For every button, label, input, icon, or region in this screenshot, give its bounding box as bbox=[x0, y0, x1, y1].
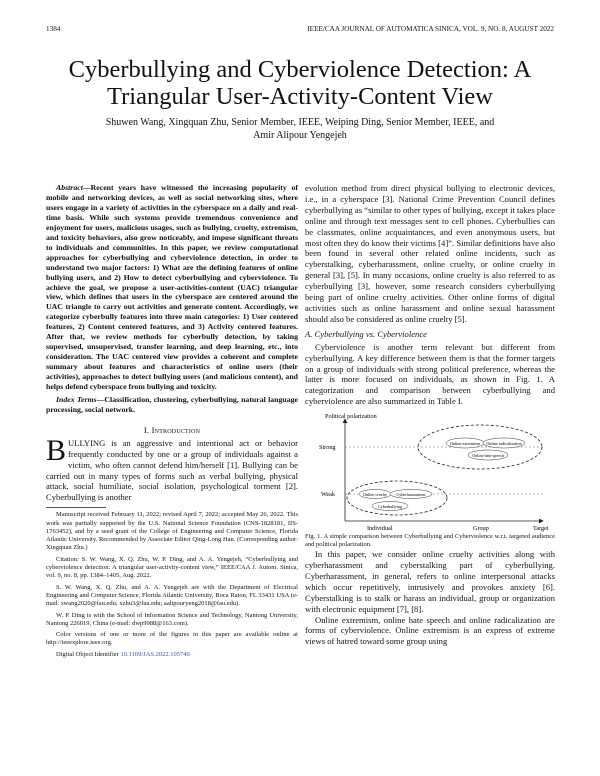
x-axis-label: Target bbox=[533, 525, 549, 533]
doi-link[interactable]: 10.1109/JAS.2022.105740 bbox=[120, 650, 190, 658]
intro-paragraph bbox=[46, 433, 298, 503]
figure-1-diagram bbox=[305, 413, 555, 533]
page-number: 1384 bbox=[46, 25, 61, 33]
footnote-citation: Citation: S. W. Wang, X. Q. Zhu, W. P. Ding, and A. A. Yengejeh, “Cyberbullying and cyberviolence detection: A triangular user-activity-content view,” IEEE/CAA J. Autom. Sinica, vol. 9, no. 8, pp. 1384–1405, Aug. 2022. bbox=[46, 555, 298, 580]
figure-1 bbox=[305, 413, 555, 533]
right-column bbox=[305, 183, 555, 647]
abstract-label: Abstract bbox=[56, 183, 83, 192]
x-tick-individual: Individual bbox=[367, 525, 393, 533]
footnote-color: Color versions of one or more of the figures in this paper are available online at http://ieeexplore.ieee.org. bbox=[46, 631, 298, 647]
left-column bbox=[46, 183, 298, 659]
footnote-affiliation-1: S. W. Wang, X. Q. Zhu, and A. A. Yengejeh are with the Department of Electrical Engineering and Computer Science, Florida Atlantic University, Boca Raton, FL 33431 USA (e-mail: swang2020@fau.edu; xzhu3@fau.edu; aalipouryeng2018@fau.edu). bbox=[46, 583, 298, 608]
journal-name: IEEE/CAA JOURNAL OF AUTOMATICA SINICA, VOL. 9, NO. 8, AUGUST 2022 bbox=[307, 25, 554, 33]
y-tick-strong: Strong bbox=[319, 444, 336, 452]
label-online-extremism: Online extremism bbox=[449, 441, 481, 447]
paper-title: Cyberbullying and Cyberviolence Detection: A Triangular User-Activity-Content View bbox=[68, 56, 532, 110]
footnote-rule bbox=[46, 507, 106, 508]
right-paragraph-1: evolution method from direct physical bullying to electronic devices, i.e., in a cyberspace [3]. National Crime Prevention Council defines cyberbullying as “similar to other types of bullying, except it takes place online and through text messages sent to cell phones. Cyberbullies can be classmates, online acquaintances, and even anonymous users, but most often they do know their victims [4]”. Similar definitions have also been found in several other related online incidents, such as cyberstalking, cyberharassment, online cruelty, or online cruelty in general [3], [5]. In many occasions, online cruelty is also referred to as cyberbullying [3], however, some research considers cyberbullying being part of online cruelty activities. Other online forms of digital activities such as online harassment and online sexual harassment should also be considered as online cruelty [5]. bbox=[305, 183, 555, 324]
label-online-cruelty: Online cruelty bbox=[362, 492, 388, 498]
section-title: Introduction bbox=[151, 424, 201, 435]
footnote-doi bbox=[46, 651, 298, 659]
index-terms bbox=[46, 395, 298, 415]
right-paragraph-4: Online extremism, online hate speech and online radicalization are forms of cyberviolence. Online extremism is an express of extreme views of hatred toward some group using bbox=[305, 614, 555, 647]
label-cyberharassment: Cyberharassment bbox=[396, 492, 426, 498]
right-paragraph-3: In this paper, we consider online cruelty activities along with cyberharassment and cyberstalking part of cyberbullying. Cyberharassment, in general, refers to online interpersonal attacks which occur repetitively, intrusively and provokes anxiety [6]. Cyberstalking is to stalk or harass an individual, group or organization with electronic equipment [7], [8]. bbox=[305, 549, 555, 614]
abstract-text: —Recent years have witnessed the increasing popularity of mobile and networking devices, as well as social networking sites, where users engage in a variety of activities in the cyberspace on a daily and real-time basis. While such systems provide tremendous convenience and enjoyment for users, malicious usages, such as bullying, cruelty, extremism, and toxicity behaviors, also grow noticeably, and impose significant threats to individuals and communities. In this paper, we review computational approaches for cyberbullying and cyberviolence detection, in order to understand two major factors: 1) What are the defining features of online bullying users, and 2) How to detect cyberbullying and cyberviolence. To achieve the goal, we propose a user-activities-content (UAC) triangular view, which defines that users in the cyberspace are centered around the UAC triangle to carry out activities and generate content. Accordingly, we categorize cyberbully features into three main categories: 1) User centered features, 2) Content centered features, and 3) Activity centered features. After that, we review methods for cyberbully detection, by taking supervised, unsupervised, transfer learning, and deep learning, etc., into consideration. The UAC centered view provides a coherent and complete summary about features and characteristics of online users (their activities), approaches to detect bullying users (and malicious content), and helps defend cyberspace from bullying and toxicity. bbox=[46, 183, 298, 392]
doi-label: Digital Object Identifier bbox=[56, 650, 119, 658]
authors-line-2: Amir Alipour Yengejeh bbox=[253, 130, 347, 141]
footnote-received: Manuscript received February 11, 2022; revised April 7, 2022; accepted May 26, 2022. This work was partially supported by the U.S. National Science Foundation (CNS-1828181, IIS-1763452), and by a seed grant of the College of Engineering and Computer Science, Florida Atlantic University. Recommended by Associate Editor Qing-Long Han. (Corresponding author: Xingquan Zhu.) bbox=[46, 511, 298, 552]
label-cyberbullying: Cyberbullying bbox=[377, 504, 403, 510]
abstract bbox=[46, 183, 298, 392]
index-terms-label: Index Terms bbox=[56, 395, 97, 405]
index-terms-text: —Classification, clustering, cyberbullying, natural language processing, social network. bbox=[46, 395, 298, 414]
right-paragraph-2: Cyberviolence is another term relevant but different from cyberbullying. A key difference between them is that the former targets on a group of individuals with strong political preference, whereas the latter is more focused on individuals, as shown in Fig. 1. A categorization and comparison between cyberbullying and cyberviolence are also summarized in Table I. bbox=[305, 341, 555, 407]
section-heading bbox=[46, 425, 298, 436]
y-tick-weak: Weak bbox=[321, 491, 335, 499]
intro-first-word: ULLYING bbox=[68, 437, 106, 448]
y-axis-label: Political polarization bbox=[325, 413, 377, 421]
label-online-hate-speech: Online hate speech bbox=[472, 453, 504, 459]
cyberviolence-ellipse bbox=[418, 425, 542, 469]
drop-cap: B bbox=[46, 433, 67, 467]
section-number: I. bbox=[143, 424, 150, 435]
running-header bbox=[46, 25, 554, 37]
subsection-heading: A. Cyberbullying vs. Cyberviolence bbox=[305, 328, 427, 339]
footnote-affiliation-2: W. P. Ding is with the School of Information Science and Technology, Nantong University, Nantong 226019, China (e-mail: dwp9988@163.com). bbox=[46, 611, 298, 627]
intro-text: is an aggressive and intentional act or behavior frequently conducted by one or a group of individuals against a victim, who often cannot defend him/herself [1]. Bullying can be carried out in many types of forms such as verbal bullying, physical attack, social humiliate, social isolation, psychological torment [2]. Cyberbullying is another bbox=[46, 437, 298, 503]
x-tick-group: Group bbox=[473, 525, 489, 533]
authors-line-1: Shuwen Wang, Xingquan Zhu, Senior Member, IEEE, Weiping Ding, Senior Member, IEEE, and bbox=[105, 117, 495, 128]
authors bbox=[40, 116, 560, 142]
label-online-radicalization: Online radicalization bbox=[486, 441, 522, 447]
figure-1-caption: Fig. 1. A simple comparison between Cyberbullying and Cyberviolence w.r.t. targeted audience and political polarization. bbox=[305, 533, 555, 549]
